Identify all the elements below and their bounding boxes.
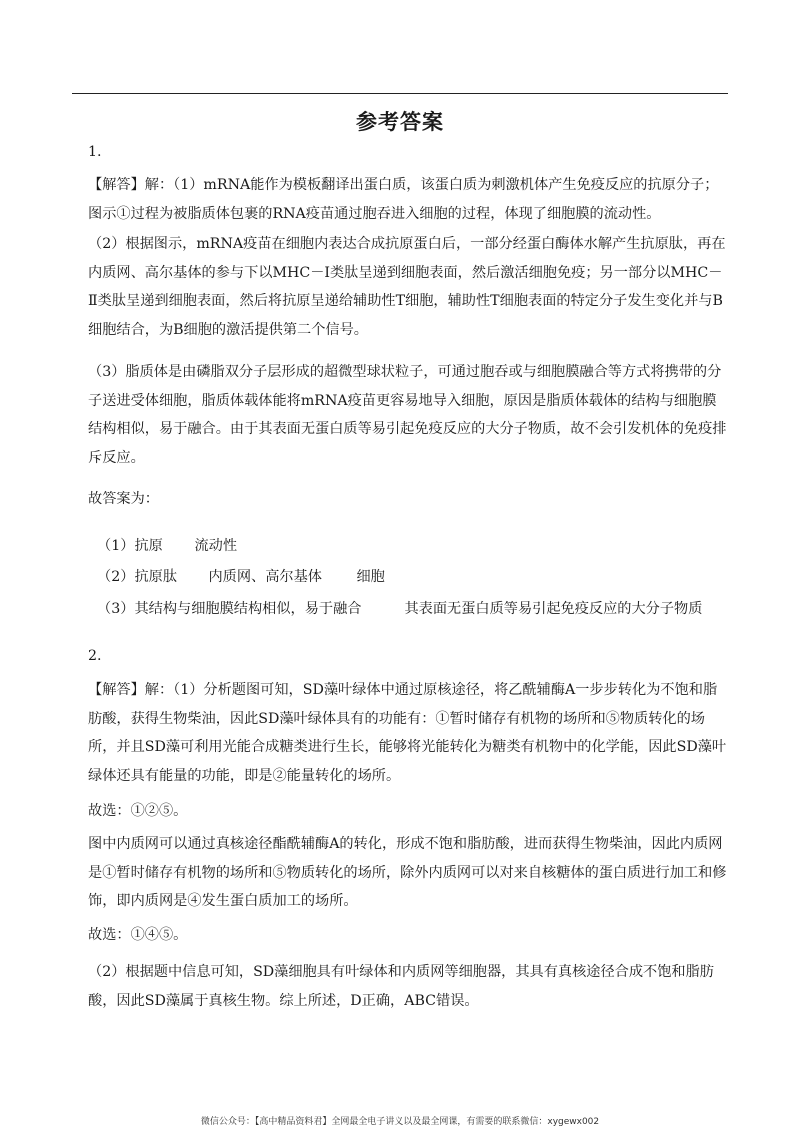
q1-final-answer-2 xyxy=(88,550,385,586)
q2-answer-part-2: 图中内质网可以通过真核途径酯酰辅酶A的转化，形成不饱和脂肪酸，进而获得生物柴油，因此内质网是①暂时储存有机物的场所和⑤物质转化的场所，除外内质网可以对来自核糖体的蛋白质进行加工和修饰，即内质网是④发生蛋白质加工的场所。 xyxy=(88,836,727,909)
answer-label: （1） xyxy=(97,538,135,554)
q2-choice-1: 故选：①②⑤。 xyxy=(88,803,188,819)
page-title: 参考答案 xyxy=(356,109,444,134)
q1-answer-part-1: 【解答】解：（1）mRNA能作为模板翻译出蛋白质，该蛋白质为刺激机体产生免疫反应的抗原分子；图示①过程为被脂质体包裹的RNA疫苗通过胞吞进入细胞的过程，体现了细胞膜的流动性。 xyxy=(88,177,719,222)
answer-part: 抗原 xyxy=(134,538,163,554)
page-footer: 微信公众号：【高中精品资料君】全网最全电子讲义以及最全网课，有需要的联系微信：xygewx002 xyxy=(200,1117,600,1127)
answer-part: 其表面无蛋白质等易引起免疫反应的大分子物质 xyxy=(404,601,703,617)
answer-part: 细胞 xyxy=(356,569,385,585)
q2-answer-part-3: （2）根据题中信息可知，SD藻细胞具有叶绿体和内质网等细胞器，其具有真核途径合成不饱和脂肪酸，因此SD藻属于真核生物。综上所述，D正确，ABC错误。 xyxy=(88,964,714,1009)
q1-answer-part-3: （3）脂质体是由磷脂双分子层形成的超微型球状粒子，可通过胞吞或与细胞膜融合等方式将携带的分子送进受体细胞，脂质体载体能将mRNA疫苗更容易地导入细胞，原因是脂质体载体的结构与细胞膜结构相似，易于融合。由于其表面无蛋白质等易引起免疫反应的大分子物质，故不会引发机体的免疫排斥反应。 xyxy=(88,364,727,466)
q2-choice-2: 故选：①④⑤。 xyxy=(88,927,188,943)
question-2-number: 2. xyxy=(88,648,102,664)
answer-part: 内质网、高尔基体 xyxy=(208,569,322,585)
answer-label: （3） xyxy=(97,601,135,617)
answer-label: （2） xyxy=(97,569,135,585)
answer-part: 流动性 xyxy=(194,538,238,554)
header-rule xyxy=(72,93,728,94)
answer-part: 其结构与细胞膜结构相似，易于融合 xyxy=(134,601,362,617)
q2-answer-part-1: 【解答】解：（1）分析题图可知，SD藻叶绿体中通过原核途径，将乙酰辅酶A一步步转化为不饱和脂肪酸，获得生物柴油，因此SD藻叶绿体具有的功能有：①暂时储存有机物的场所和⑤物质转化的场所，并且SD藻可利用光能合成糖类进行生长，能够将光能转化为糖类有机物中的化学能，因此SD藻叶绿体还具有能量的功能，即是②能量转化的场所。 xyxy=(88,682,727,784)
q1-answer-intro: 故答案为： xyxy=(88,491,159,507)
q1-final-answer-3 xyxy=(88,582,702,618)
q1-answer-part-2: （2）根据图示，mRNA疫苗在细胞内表达合成抗原蛋白后，一部分经蛋白酶体水解产生抗原肽，再在内质网、高尔基体的参与下以MHC－Ⅰ类肽呈递到细胞表面，然后激活细胞免疫；另一部分以MHC－Ⅱ类肽呈递到细胞表面，然后将抗原呈递给辅助性T细胞，辅助性T细胞表面的特定分子发生变化并与B细胞结合，为B细胞的激活提供第二个信号。 xyxy=(88,236,726,338)
answer-part: 抗原肽 xyxy=(134,569,178,585)
question-1-number: 1. xyxy=(88,144,102,160)
